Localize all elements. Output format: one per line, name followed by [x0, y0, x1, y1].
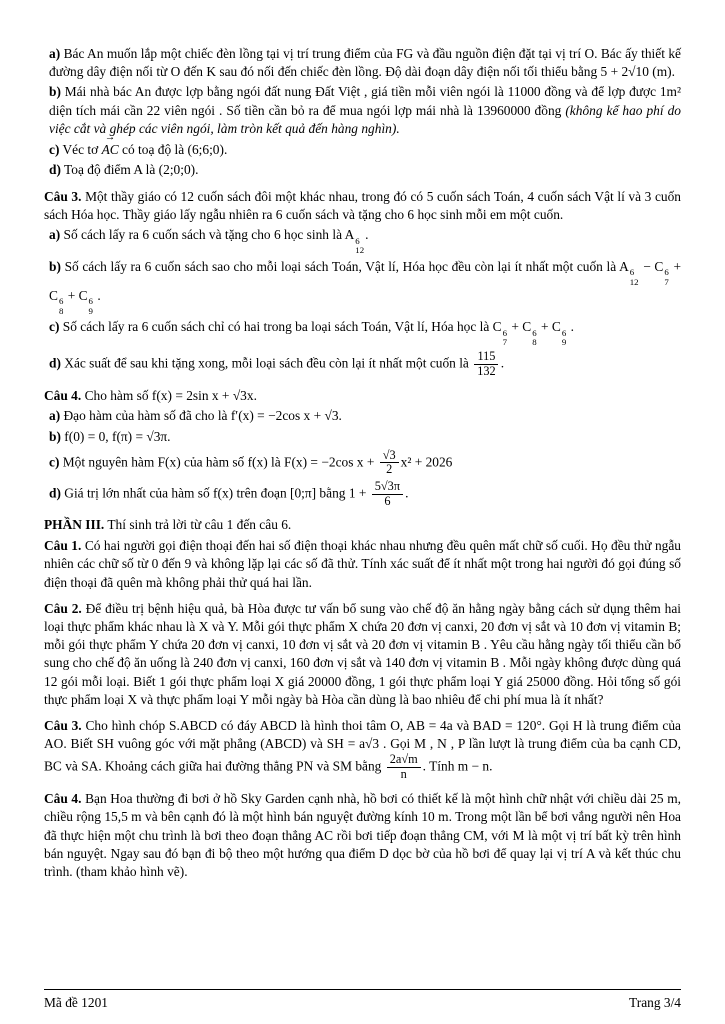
part3-question-3 [44, 717, 681, 782]
fraction [474, 350, 498, 379]
subscript: 8 [58, 305, 64, 316]
q3-item-c-op1: + C [508, 319, 532, 335]
q3-item-b-label: b) [49, 258, 61, 274]
exam-code: Mã đề 1201 [44, 994, 108, 1010]
fraction-denominator: 132 [477, 363, 496, 378]
superscript: 6 [629, 267, 635, 278]
subscript: 12 [355, 245, 365, 256]
fraction-numerator: 2a√m [387, 753, 421, 768]
subscript: 7 [502, 337, 508, 348]
q4-item-a [44, 407, 681, 425]
statement-b [44, 83, 681, 138]
q3-item-b [44, 258, 681, 316]
statement-b-italic-note: (không kể hao phí do việc cắt và ghép các viên ngói, làm tròn kết quả đến hàng nghìn). [49, 102, 681, 136]
statement-d [44, 161, 681, 179]
q3-item-b-text-post: . [93, 287, 101, 303]
statement-c-text-post: có toạ độ là (6;6;0). [118, 141, 228, 157]
statement-c-text-pre: Véc tơ [59, 141, 102, 157]
sup-sub-script [664, 268, 668, 287]
q3-item-c-op2: + C [537, 319, 561, 335]
question-3-label: Câu 3. [44, 188, 82, 204]
superscript: 6 [664, 267, 669, 278]
vector-notation-AC: AC → [102, 141, 119, 159]
statement-b-text: Mái nhà bác An được lợp bằng ngói đất nung Đất Việt , giá tiền mỗi viên ngói là 11000 đồng và để lợp được 1m² diện tích mái cần 22 viên ngói . Số tiền cần bỏ ra để mua ngói lợp mái nhà là 13960000 đồng [49, 84, 681, 118]
q4-item-b-text: f(0) = 0, f(π) = √3π. [60, 428, 171, 444]
fraction-denominator: 6 [384, 493, 391, 508]
subscript: 9 [561, 337, 567, 348]
q4-item-c-text: Một nguyên hàm F(x) của hàm số f(x) là F(x) = −2cos x + [59, 454, 378, 470]
fraction [372, 480, 403, 509]
sup-sub-script [355, 237, 364, 256]
q3-item-b-text: Số cách lấy ra 6 cuốn sách sao cho mỗi loại sách Toán, Vật lí, Hóa học đều còn lại ít nhất một cuốn là A [60, 258, 629, 274]
statement-c [44, 141, 681, 159]
q3-item-b-op3: + C [64, 287, 88, 303]
q3-item-c-label: c) [49, 319, 60, 335]
q3-item-d-text: Xác suất để sau khi tặng xong, mỗi loại sách đều còn lại ít nhất một cuốn là [60, 355, 473, 371]
q3-item-c [44, 318, 681, 347]
subscript: 9 [88, 305, 93, 316]
page-footer [44, 989, 681, 1012]
p3-q2-text: Để điều trị bệnh hiệu quả, bà Hòa được tư vấn bổ sung vào chế độ ăn hằng ngày bằng cách sử dụng thêm hai loại thực phẩm khác nhau là X và Y. Mỗi gói thực phẩm X chứa 20 đơn vị canxi, 20 đơn vị sắt và 10 đơn vị vitamin B; mỗi gói thực phẩm Y chứa 20 đơn vị canxi, 10 đơn vị sắt và 20 đơn vị vitamin B . Yêu cầu hằng ngày tối thiểu cần bổ sung cho chế độ ăn uống là 240 đơn vị canxi, 160 đơn vị sắt và 140 đơn vị vitamin B . Mỗi ngày không được dùng quá 12 gói mỗi loại. Biết 1 gói thực phẩm loại X giá 20000 đồng, 1 gói thực phẩm loại Y giá 25000 đồng. Hỏi tổng số gói thực phẩm loại X và thực phẩm loại Y mỗi ngày bà Hòa cần dùng là bao nhiêu để chi phí mua là ít nhất? [44, 600, 681, 707]
question-4-label: Câu 4. [44, 387, 82, 403]
p3-q4-text: Bạn Hoa thường đi bơi ở hồ Sky Garden cạnh nhà, hồ bơi có thiết kế là một hình chữ nhật với chiều dài 25 m, chiều rộng 15,5 m và bên cạnh đó là một hình bán nguyệt đường kính 10 m. Trong một lần bể bơi vắng người nên Hoa đã thực hiện một chu trình là bơi theo đoạn thẳng AC rồi bơi tiếp đoạn thẳng CM, với M là một vị trí bất kỳ trên hình bán nguyệt. Ngay sau đó bạn đi bộ theo một hướng qua điểm D dọc bờ của hồ bơi để quay lại vị trí A và kết thúc chu trình. (tham khảo hình vẽ). [44, 791, 681, 879]
fraction-numerator: √3 [380, 449, 399, 464]
statement-a-text: Bác An muốn lắp một chiếc đèn lồng tại vị trí trung điểm của FG và đầu nguồn điện đặt tại vị trí O. Bác ấy thiết kế đường dây điện nối từ O đến K sau đó nối đến chiếc đèn lồng. Độ dài đoạn dây điện nối tối thiểu bằng 5 + 2√10 (m). [49, 45, 681, 79]
statement-a-label: a) [49, 45, 61, 61]
part2-question-4 [44, 387, 681, 405]
part3-header [44, 516, 681, 534]
q4-item-c [44, 449, 681, 478]
p3-q3-label: Câu 3. [44, 718, 82, 734]
q4-item-a-label: a) [49, 408, 61, 424]
superscript: 6 [502, 327, 508, 338]
sup-sub-script [562, 329, 566, 348]
fraction [380, 449, 399, 478]
page-number: Trang 3/4 [629, 994, 681, 1010]
statement-a [44, 45, 681, 81]
q4-item-d [44, 480, 681, 509]
superscript: 6 [532, 327, 537, 338]
fraction-numerator: 5√3π [372, 480, 403, 495]
q4-item-c-label: c) [49, 454, 60, 470]
question-3-text: Một thầy giáo có 12 cuốn sách đôi một khác nhau, trong đó có 5 cuốn sách Toán, 4 cuốn sách Vật lí và 3 cuốn sách Hóa học. Thầy giáo lấy ngẫu nhiên ra 6 cuốn sách và tặng cho 6 học sinh mỗi em một cuốn. [44, 188, 681, 222]
q4-item-c-text-post: x² + 2026 [400, 454, 453, 470]
q3-item-d-label: d) [49, 355, 61, 371]
p3-q3-text-post: . Tính m − n. [422, 758, 493, 774]
statement-c-label: c) [49, 141, 60, 157]
q3-item-c-text: Số cách lấy ra 6 cuốn sách chỉ có hai trong ba loại sách Toán, Vật lí, Hóa học là C [59, 319, 502, 335]
part3-question-2 [44, 600, 681, 709]
question-4-text: Cho hàm số f(x) = 2sin x + √3x. [81, 387, 257, 403]
superscript: 6 [355, 235, 360, 246]
part3-header-text: Thí sinh trả lời từ câu 1 đến câu 6. [104, 517, 292, 533]
q4-item-d-label: d) [49, 485, 61, 501]
part3-header-label: PHẦN III. [44, 517, 105, 533]
fraction-denominator: 2 [386, 462, 393, 477]
statement-d-text: Toạ độ điểm A là (2;0;0). [60, 162, 199, 178]
q4-item-b [44, 428, 681, 446]
superscript: 6 [561, 327, 567, 338]
part3-question-1 [44, 537, 681, 592]
superscript: 6 [58, 296, 64, 307]
sup-sub-script [532, 329, 536, 348]
sup-sub-script [59, 297, 63, 316]
p3-q1-text: Có hai người gọi điện thoại đến hai số điện thoại khác nhau nhưng đều quên mất chữ số cuối. Họ đều thử ngẫu nhiên các chữ số từ 0 đến 9 và không lặp lại các số đã thử. Tính xác suất để ít nhất một trong hai người đó gọi đúng số điện thoại đã quên mà không phải thử quá hai lần. [44, 538, 681, 590]
q4-item-d-text: Giá trị lớn nhất của hàm số f(x) trên đoạn [0;π] bằng 1 + [60, 485, 370, 501]
subscript: 8 [532, 337, 537, 348]
sup-sub-script [89, 297, 93, 316]
q3-item-a-label: a) [49, 227, 61, 243]
fraction-denominator: n [400, 767, 407, 782]
p3-q3-text: Cho hình chóp S.ABCD có đáy ABCD là hình thoi tâm O, AB = 4a và BAD = 120°. Gọi H là trung điểm của AO. Biết SH vuông góc với mặt phẳng (ABCD) và SH = a√3 . Gọi M , N , P lần lượt là trung điểm của ba cạnh CD, BC và SA. Khoảng cách giữa hai đường thẳng PN và SM bằng [44, 718, 681, 774]
fraction [387, 753, 421, 782]
q4-item-b-label: b) [49, 428, 61, 444]
q4-item-d-text-post: . [405, 485, 409, 501]
p3-q2-label: Câu 2. [44, 600, 82, 616]
fraction-numerator: 115 [474, 350, 498, 365]
superscript: 6 [88, 296, 93, 307]
p3-q1-label: Câu 1. [44, 538, 82, 554]
q3-item-a [44, 226, 681, 255]
sup-sub-script [630, 268, 639, 287]
part2-question-3 [44, 188, 681, 224]
q3-item-d-text-post: . [500, 355, 505, 371]
q3-item-b-op1: − C [639, 258, 664, 274]
q3-item-a-text-post: . [365, 227, 369, 243]
statement-b-label: b) [49, 84, 61, 100]
q3-item-d [44, 350, 681, 379]
subscript: 7 [664, 276, 669, 287]
subscript: 12 [629, 276, 639, 287]
q4-item-a-text: Đạo hàm của hàm số đã cho là f′(x) = −2cos x + √3. [60, 408, 342, 424]
sup-sub-script [503, 329, 507, 348]
p3-q4-label: Câu 4. [44, 791, 82, 807]
part3-question-4 [44, 790, 681, 881]
q3-item-a-text: Số cách lấy ra 6 cuốn sách và tặng cho 6 học sinh là A [60, 227, 355, 243]
q3-item-b-op2: + C [49, 258, 681, 303]
statement-d-label: d) [49, 162, 61, 178]
q3-item-c-text-post: . [567, 319, 574, 335]
